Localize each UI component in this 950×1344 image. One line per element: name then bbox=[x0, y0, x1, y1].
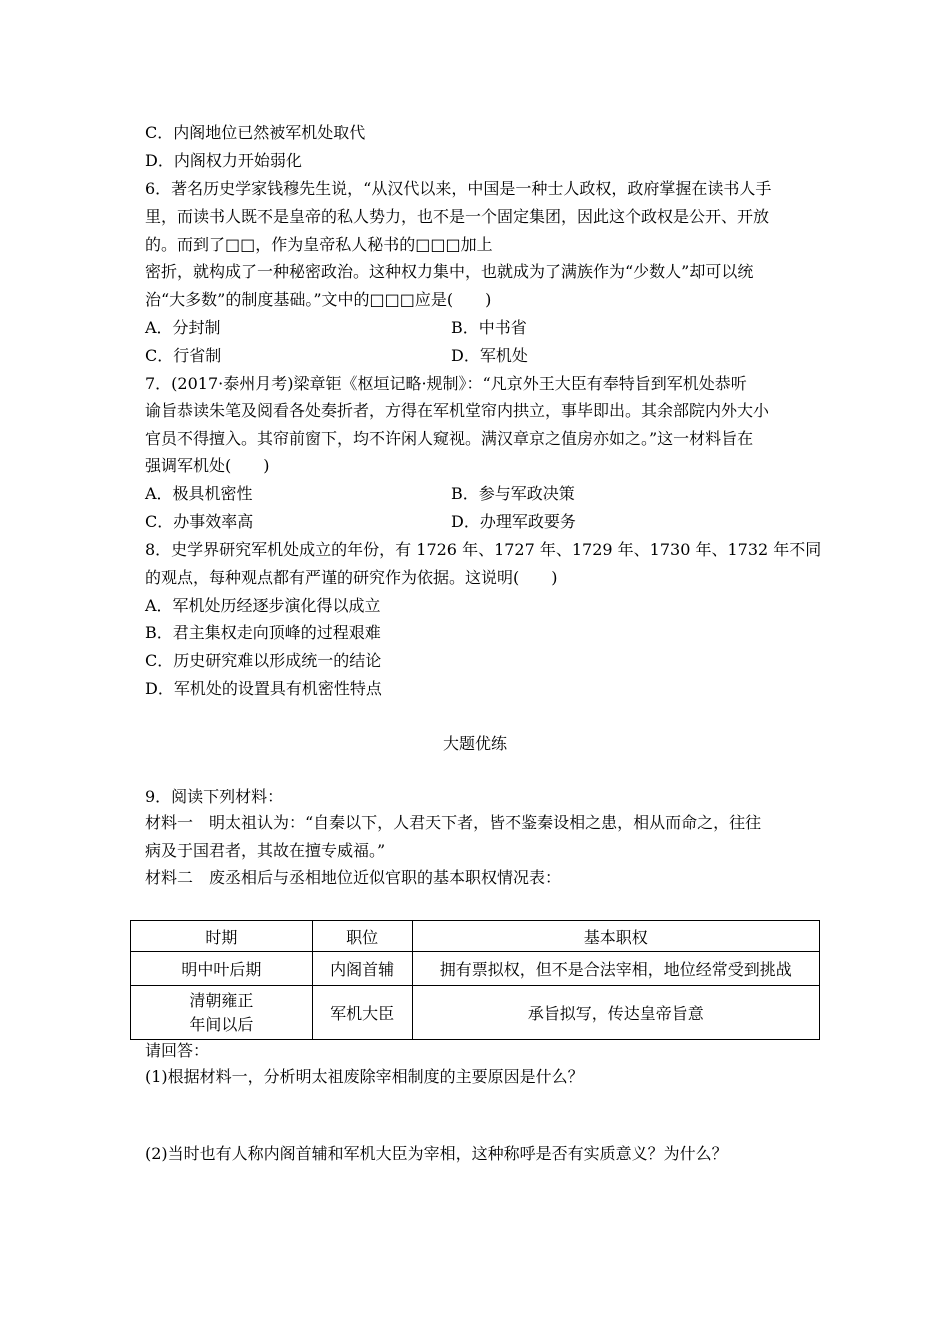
q6-option-a: A．分封制 bbox=[145, 318, 221, 337]
q6-option-c: C．行省制 bbox=[145, 346, 222, 365]
table-header-duty: 基本职权 bbox=[412, 921, 819, 952]
q7-option-a: A．极具机密性 bbox=[145, 484, 253, 503]
q7-stem-line4: 强调军机处( ) bbox=[145, 456, 270, 475]
table-cell-period-line2: 年间以后 bbox=[189, 1014, 254, 1034]
q7-option-d: D．办理军政要务 bbox=[451, 512, 576, 531]
q9-intro: 9．阅读下列材料： bbox=[145, 787, 284, 806]
table-header-position: 职位 bbox=[312, 921, 412, 952]
q9-material1-line2: 病及于国君者，其故在擅专威福。” bbox=[145, 841, 386, 860]
q8-option-d: D．军机处的设置具有机密性特点 bbox=[145, 679, 382, 698]
q7-stem-line1: 7．(2017·泰州月考)梁章钜《枢垣记略·规制》：“凡京外王大臣有奉特旨到军机处恭听 bbox=[145, 374, 747, 393]
table-row bbox=[131, 952, 820, 986]
q8-option-b: B．君主集权走向顶峰的过程艰难 bbox=[145, 623, 381, 642]
q9-material1-line1: 材料一 明太祖认为：“自秦以下，人君天下者，皆不鉴秦设相之患，相从而命之，往往 bbox=[145, 813, 762, 832]
q6-stem-line5: 治“大多数”的制度基础。”文中的□□□应是( ) bbox=[145, 290, 492, 309]
table-cell-period-line1: 清朝雍正 bbox=[189, 990, 254, 1010]
q6-stem-line4: 密折，就构成了一种秘密政治。这种权力集中，也就成为了满族作为“少数人”却可以统 bbox=[145, 262, 754, 281]
q7-option-c: C．办事效率高 bbox=[145, 512, 254, 531]
table-cell-period bbox=[131, 986, 313, 1040]
q7-option-b: B．参与军政决策 bbox=[451, 484, 575, 503]
q5-option-c: C．内阁地位已然被军机处取代 bbox=[145, 123, 366, 142]
q8-option-a: A．军机处历经逐步演化得以成立 bbox=[145, 596, 381, 615]
q9-subquestion-2: (2)当时也有人称内阁首辅和军机大臣为宰相，这种称呼是否有实质意义？为什么？ bbox=[145, 1144, 728, 1163]
table-cell-position: 军机大臣 bbox=[312, 986, 412, 1040]
q9-subquestion-1: (1)根据材料一，分析明太祖废除宰相制度的主要原因是什么？ bbox=[145, 1067, 584, 1086]
table-header-period: 时期 bbox=[131, 921, 313, 952]
q7-stem-line2: 谕旨恭读朱笔及阅看各处奏折者，方得在军机堂帘内拱立，事毕即出。其余部院内外大小 bbox=[145, 401, 770, 420]
q7-stem-line3: 官员不得擅入。其帘前窗下，均不许闲人窥视。满汉章京之值房亦如之。”这一材料旨在 bbox=[145, 429, 754, 448]
table-cell-period: 明中叶后期 bbox=[131, 952, 313, 986]
q8-option-c: C．历史研究难以形成统一的结论 bbox=[145, 651, 382, 670]
q9-material2: 材料二 废丞相后与丞相地位近似官职的基本职权情况表： bbox=[145, 868, 562, 887]
duty-table bbox=[130, 920, 820, 1040]
table-cell-duty: 承旨拟写，传达皇帝旨意 bbox=[412, 986, 819, 1040]
table-cell-duty: 拥有票拟权，但不是合法宰相，地位经常受到挑战 bbox=[412, 952, 819, 986]
section-title: 大题优练 bbox=[442, 734, 507, 753]
q8-stem-line1: 8．史学界研究军机处成立的年份，有 1726 年、1727 年、1729 年、1730 年、1732 年不同 bbox=[145, 540, 822, 559]
q6-stem-line1: 6．著名历史学家钱穆先生说，“从汉代以来，中国是一种士人政权，政府掌握在读书人手 bbox=[145, 179, 772, 198]
table-row bbox=[131, 986, 820, 1040]
q8-stem-line2: 的观点，每种观点都有严谨的研究作为依据。这说明( ) bbox=[145, 568, 558, 587]
q5-option-d: D．内阁权力开始弱化 bbox=[145, 151, 302, 170]
q6-option-d: D．军机处 bbox=[451, 346, 528, 365]
q6-stem-line3: 的。而到了□□，作为皇帝私人秘书的□□□加上 bbox=[145, 235, 493, 254]
q6-option-b: B．中书省 bbox=[451, 318, 527, 337]
q6-stem-line2: 里，而读书人既不是皇帝的私人势力，也不是一个固定集团，因此这个政权是公开、开放 bbox=[145, 207, 770, 226]
q9-answer-prompt: 请回答： bbox=[145, 1041, 210, 1060]
table-cell-position: 内阁首辅 bbox=[312, 952, 412, 986]
